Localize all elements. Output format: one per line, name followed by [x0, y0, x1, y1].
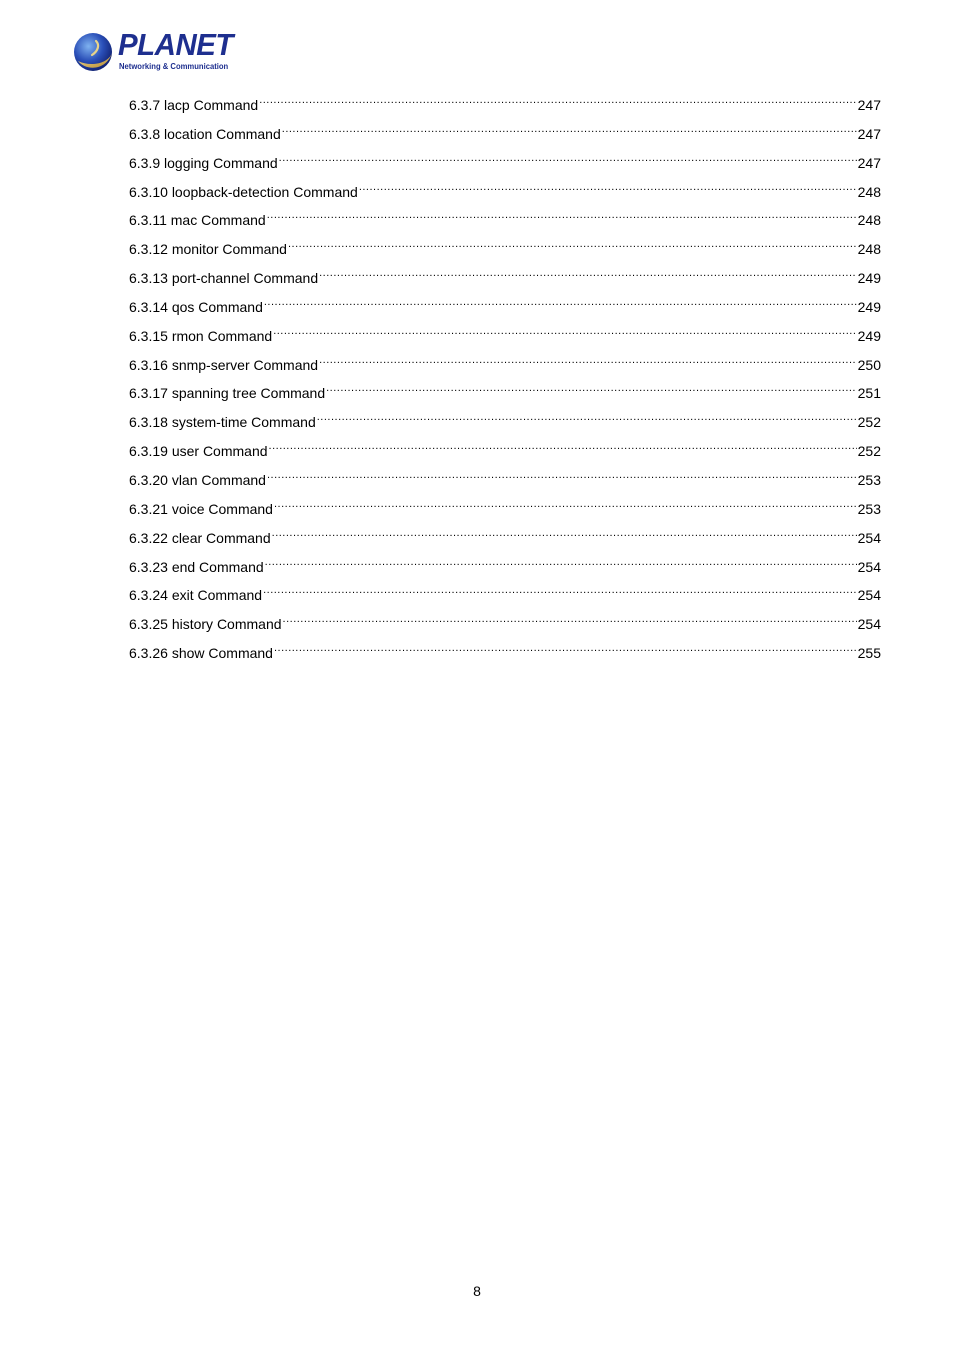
- toc-entry-title: 6.3.24 exit Command: [129, 587, 263, 604]
- toc-entry[interactable]: [129, 181, 881, 210]
- dot-leader: [269, 440, 857, 456]
- toc-entry[interactable]: [129, 556, 881, 585]
- toc-entry-title: 6.3.11 mac Command: [129, 212, 266, 229]
- logo-tagline: Networking & Communication: [119, 61, 229, 71]
- toc-entry-page: 248: [857, 183, 881, 200]
- toc-entry[interactable]: [129, 440, 881, 469]
- toc-entry-title: 6.3.10 loopback-detection Command: [129, 183, 358, 200]
- toc-entry-page: 255: [857, 645, 881, 662]
- toc-entry-page: 249: [857, 270, 881, 287]
- dot-leader: [288, 238, 857, 254]
- toc-entry[interactable]: [129, 411, 881, 440]
- toc-entry[interactable]: [129, 469, 881, 498]
- dot-leader: [317, 411, 857, 427]
- toc-entry-title: 6.3.15 rmon Command: [129, 327, 273, 344]
- toc-entry-title: 6.3.26 show Command: [129, 645, 273, 662]
- toc-entry-page: 248: [857, 241, 881, 258]
- logo-wordmark: PLANET: [118, 27, 233, 62]
- toc-entry-page: 247: [857, 125, 881, 142]
- dot-leader: [319, 267, 857, 283]
- toc-entry-page: 254: [857, 587, 881, 604]
- toc-entry-title: 6.3.16 snmp-server Command: [129, 356, 319, 373]
- toc-entry[interactable]: [129, 152, 881, 181]
- toc-entry[interactable]: [129, 613, 881, 642]
- dot-leader: [259, 94, 856, 110]
- toc-entry[interactable]: [129, 325, 881, 354]
- dot-leader: [264, 296, 857, 312]
- dot-leader: [267, 469, 857, 485]
- toc-entry-title: 6.3.12 monitor Command: [129, 241, 287, 258]
- dot-leader: [279, 152, 857, 168]
- toc-entry-page: 247: [857, 154, 881, 171]
- planet-logo: [72, 27, 242, 76]
- toc-entry-page: 252: [857, 443, 881, 460]
- toc-entry-page: 249: [857, 298, 881, 315]
- dot-leader: [283, 613, 857, 629]
- toc-entry-title: 6.3.18 system-time Command: [129, 414, 316, 431]
- toc-entry[interactable]: [129, 238, 881, 267]
- dot-leader: [282, 123, 857, 139]
- toc-entry-title: 6.3.13 port-channel Command: [129, 270, 319, 287]
- toc-entry-page: 252: [857, 414, 881, 431]
- toc-entry-page: 253: [857, 471, 881, 488]
- dot-leader: [267, 209, 857, 225]
- dot-leader: [272, 527, 857, 543]
- toc-entry[interactable]: [129, 382, 881, 411]
- table-of-contents: [129, 94, 881, 671]
- toc-entry[interactable]: [129, 354, 881, 383]
- toc-entry-title: 6.3.20 vlan Command: [129, 471, 266, 488]
- toc-entry-page: 254: [857, 616, 881, 633]
- page-number: 8: [473, 1283, 481, 1299]
- toc-entry-page: 247: [857, 97, 881, 113]
- dot-leader: [274, 642, 857, 658]
- toc-entry-page: 254: [857, 529, 881, 546]
- toc-entry[interactable]: [129, 498, 881, 527]
- toc-entry-page: 248: [857, 212, 881, 229]
- toc-entry-title: 6.3.7 lacp Command: [129, 97, 259, 113]
- toc-entry[interactable]: [129, 296, 881, 325]
- globe-icon: [72, 31, 114, 73]
- toc-entry-page: 253: [857, 500, 881, 517]
- toc-entry-page: 249: [857, 327, 881, 344]
- toc-entry-title: 6.3.9 logging Command: [129, 154, 278, 171]
- dot-leader: [273, 325, 856, 341]
- toc-entry-title: 6.3.8 location Command: [129, 125, 281, 142]
- toc-entry-title: 6.3.17 spanning tree Command: [129, 385, 326, 402]
- toc-entry[interactable]: [129, 584, 881, 613]
- toc-entry-title: 6.3.14 qos Command: [129, 298, 263, 315]
- dot-leader: [265, 556, 857, 572]
- dot-leader: [326, 382, 857, 398]
- dot-leader: [263, 584, 857, 600]
- dot-leader: [319, 354, 857, 370]
- toc-entry-title: 6.3.22 clear Command: [129, 529, 271, 546]
- toc-entry-page: 254: [857, 558, 881, 575]
- toc-entry[interactable]: [129, 123, 881, 152]
- toc-entry-title: 6.3.19 user Command: [129, 443, 268, 460]
- toc-entry[interactable]: [129, 94, 881, 123]
- toc-entry-page: 251: [857, 385, 881, 402]
- toc-entry[interactable]: [129, 527, 881, 556]
- toc-entry-page: 250: [857, 356, 881, 373]
- toc-entry[interactable]: [129, 267, 881, 296]
- dot-leader: [274, 498, 857, 514]
- toc-entry-title: 6.3.21 voice Command: [129, 500, 273, 517]
- toc-entry-title: 6.3.25 history Command: [129, 616, 282, 633]
- toc-entry[interactable]: [129, 209, 881, 238]
- toc-entry[interactable]: [129, 642, 881, 671]
- dot-leader: [359, 181, 857, 197]
- toc-entry-title: 6.3.23 end Command: [129, 558, 264, 575]
